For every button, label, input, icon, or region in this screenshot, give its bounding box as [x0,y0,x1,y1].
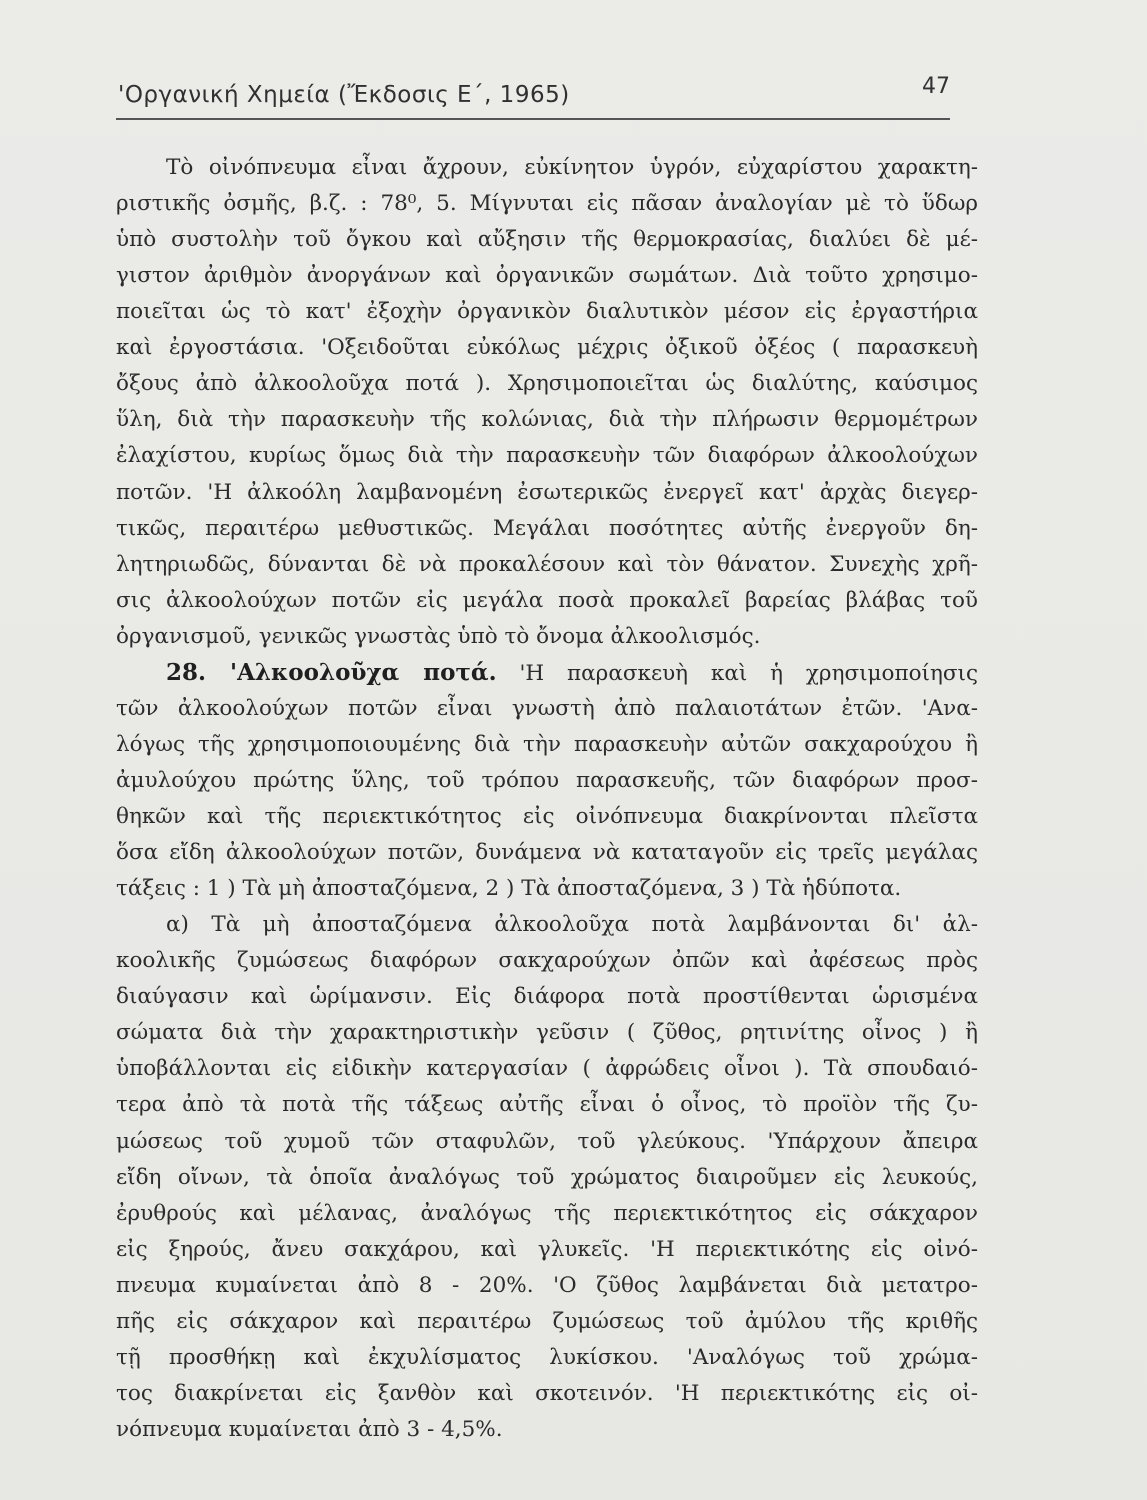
text-line: ὕλη, διὰ τὴν παρασκευὴν τῆς κολώνιας, διὰ τὴν πλήρωσιν θερμομέτρων [116,407,978,432]
text-line: ὑπὸ συστολὴν τοῦ ὄγκου καὶ αὔξησιν τῆς θερμοκρασίας, διαλύει δὲ μέ- [116,227,978,252]
text-line: ὀργανισμοῦ, γενικῶς γνωστὰς ὑπὸ τὸ ὄνομα ἀλκοολισμός. [116,624,761,649]
text-line: ὑποβάλλονται εἰς εἰδικὴν κατεργασίαν ( ἀφρώδεις οἶνοι ). Τὰ σπουδαιό- [116,1056,978,1081]
text-line: ἐρυθρούς καὶ μέλανας, ἀναλόγως τῆς περιεκτικότητος εἰς σάκχαρον [116,1201,978,1226]
text-line: μώσεως τοῦ χυμοῦ τῶν σταφυλῶν, τοῦ γλεύκους. 'Υπάρχουν ἄπειρα [116,1129,978,1154]
text-line: ἀμυλούχου πρώτης ὕλης, τοῦ τρόπου παρασκευῆς, τῶν διαφόρων προσ- [116,768,978,793]
text-line: πῆς εἰς σάκχαρον καὶ περαιτέρω ζυμώσεως τοῦ ἀμύλου τῆς κριθῆς [116,1309,978,1334]
text-line: ριστικῆς ὀσμῆς, β.ζ. : 78⁰, 5. Μίγνυται εἰς πᾶσαν ἀναλογίαν μὲ τὸ ὕδωρ [116,191,978,216]
text-line: τῶν ἀλκοολούχων ποτῶν εἶναι γνωστὴ ἀπὸ παλαιοτάτων ἐτῶν. 'Ανα- [116,696,978,721]
text-line: ποιεῖται ὡς τὸ κατ' ἐξοχὴν ὀργανικὸν διαλυτικὸν μέσον εἰς ἐργαστήρια [116,299,978,324]
text-line: εἰς ξηρούς, ἄνευ σακχάρου, καὶ γλυκεῖς. 'Η περιεκτικότης εἰς οἰνό- [116,1237,978,1262]
running-head [118,74,978,116]
page-number: 47 [922,74,950,99]
text-line: τικῶς, περαιτέρω μεθυστικῶς. Μεγάλαι ποσότητες αὐτῆς ἐνεργοῦν δη- [116,516,978,541]
text-line: γιστον ἀριθμὸν ἀνοργάνων καὶ ὀργανικῶν σωμάτων. Διὰ τοῦτο χρησιμο- [116,263,978,288]
text-line: ὅσα εἴδη ἀλκοολούχων ποτῶν, δυνάμενα νὰ καταταγοῦν εἰς τρεῖς μεγάλας [116,840,978,865]
text-line: καὶ ἐργοστάσια. 'Οξειδοῦται εὐκόλως μέχρις ὀξικοῦ ὀξέος ( παρασκευὴ [116,335,978,360]
text-line: Τὸ οἰνόπνευμα εἶναι ἄχρουν, εὐκίνητον ὑγρόν, εὐχαρίστου χαρακτη- [166,155,978,180]
text-line: ὄξους ἀπὸ ἀλκοολοῦχα ποτά ). Χρησιμοποιεῖται ὡς διαλύτης, καύσιμος [116,371,978,396]
text-line: τῇ προσθήκῃ καὶ ἐκχυλίσματος λυκίσκου. 'Αναλόγως τοῦ χρώμα- [116,1345,978,1370]
text-line: λητηριωδῶς, δύνανται δὲ νὰ προκαλέσουν καὶ τὸν θάνατον. Συνεχὴς χρῆ- [116,552,978,577]
text-line: εἴδη οἴνων, τὰ ὁποῖα ἀναλόγως τοῦ χρώματος διαιροῦμεν εἰς λευκούς, [116,1165,978,1190]
text-line: διαύγασιν καὶ ὡρίμανσιν. Εἰς διάφορα ποτὰ προστίθενται ὡρισμένα [116,984,978,1009]
text-line: τος διακρίνεται εἰς ξανθὸν καὶ σκοτεινόν. 'Η περιεκτικότης εἰς οἰ- [116,1381,978,1406]
text-line: σις ἀλκοολούχων ποτῶν εἰς μεγάλα ποσὰ προκαλεῖ βαρείας βλάβας τοῦ [116,588,978,613]
text-line: τερα ἀπὸ τὰ ποτὰ τῆς τάξεως αὐτῆς εἶναι ὁ οἶνος, τὸ προϊὸν τῆς ζυ- [116,1092,978,1117]
running-title: 'Οργανική Χημεία (Ἔκδοσις Ε΄, 1965) [118,82,570,108]
text-line: νόπνευμα κυμαίνεται ἀπὸ 3 - 4,5%. [116,1417,503,1442]
section-28-first-line [116,655,978,691]
section-heading-rest: 'Η παρασκευὴ καὶ ἡ χρησιμοποίησις [519,661,979,686]
text-line: λόγως τῆς χρησιμοποιουμένης διὰ τὴν παρασκευὴν αὐτῶν σακχαρούχου ἢ [116,732,978,757]
header-rule [116,118,950,120]
text-line: τάξεις : 1 ) Τὰ μὴ ἀποσταζόμενα, 2 ) Τὰ ἀποσταζόμενα, 3 ) Τὰ ἡδύποτα. [116,876,902,901]
text-line: θηκῶν καὶ τῆς περιεκτικότητος εἰς οἰνόπνευμα διακρίνονται πλεῖστα [116,804,978,829]
text-line: σώματα διὰ τὴν χαρακτηριστικὴν γεῦσιν ( ζῦθος, ρητινίτης οἶνος ) ἢ [116,1020,978,1045]
text-line: πνευμα κυμαίνεται ἀπὸ 8 - 20%. 'Ο ζῦθος λαμβάνεται διὰ μετατρο- [116,1273,978,1298]
text-line: κοολικῆς ζυμώσεως διαφόρων σακχαρούχων ὀπῶν καὶ ἀφέσεως πρὸς [116,948,978,973]
text-line: α) Τὰ μὴ ἀποσταζόμενα ἀλκοολοῦχα ποτὰ λαμβάνονται δι' ἀλ- [166,912,978,937]
text-line: ἐλαχίστου, κυρίως ὅμως διὰ τὴν παρασκευὴν τῶν διαφόρων ἀλκοολούχων [116,443,978,468]
section-heading: 28. 'Αλκοολοῦχα ποτά. [166,659,497,686]
text-line: ποτῶν. 'Η ἀλκοόλη λαμβανομένη ἐσωτερικῶς ἐνεργεῖ κατ' ἀρχὰς διεγερ- [116,480,978,505]
